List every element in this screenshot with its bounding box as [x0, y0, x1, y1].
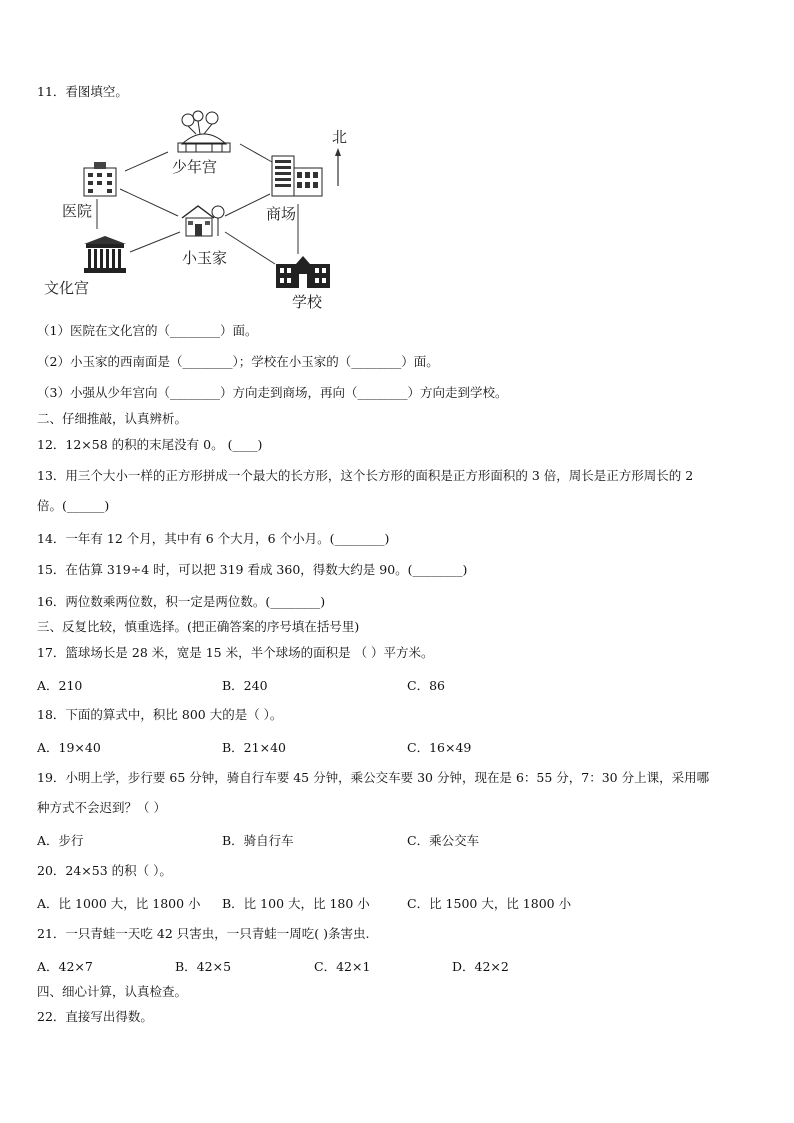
label-north: 北 [332, 128, 348, 146]
q21-option-a: A．42×7 [37, 959, 93, 974]
label-culture-palace: 文化宫 [44, 279, 90, 297]
label-hospital: 医院 [62, 202, 93, 220]
q18-option-c: C．16×49 [407, 740, 472, 755]
q11-sub3: （3）小强从少年宫向（________）方向走到商场，再向（________）方向走到学校。 [37, 385, 508, 400]
section-2-heading: 二、仔细推敲，认真辨析。 [37, 411, 188, 426]
q20-stem: 20．24×53 的积（ ）。 [37, 863, 172, 878]
label-xiaoyu-home: 小玉家 [182, 249, 228, 267]
q19-option-c: C．乘公交车 [407, 833, 480, 848]
q20-option-c: C．比 1500 大，比 1800 小 [407, 896, 572, 911]
q21-option-c: C．42×1 [314, 959, 371, 974]
q16: 16．两位数乘两位数，积一定是两位数。(________) [37, 594, 326, 609]
section-4-heading: 四、细心计算，认真检查。 [37, 984, 188, 999]
q21-option-d: D．42×2 [452, 959, 509, 974]
q18-option-b: B．21×40 [222, 740, 286, 755]
q11-title: 11．看图填空。 [37, 84, 128, 99]
direction-map [40, 104, 370, 312]
school-icon [274, 254, 332, 290]
q21-option-b: B．42×5 [175, 959, 232, 974]
section-3-heading: 三、反复比较，慎重选择。(把正确答案的序号填在括号里) [37, 619, 360, 634]
q15: 15．在估算 319÷4 时，可以把 319 看成 360，得数大约是 90。(________) [37, 562, 468, 577]
q20-option-b: B．比 100 大，比 180 小 [222, 896, 370, 911]
q18-stem: 18．下面的算式中，积比 800 大的是（ ）。 [37, 707, 283, 722]
youth-palace-icon [168, 110, 240, 154]
q17-option-a: A．210 [37, 678, 83, 693]
hospital-icon [80, 160, 120, 198]
q17-option-c: C．86 [407, 678, 445, 693]
q17-option-b: B．240 [222, 678, 268, 693]
q14: 14．一年有 12 个月，其中有 6 个大月，6 个小月。(________) [37, 531, 390, 546]
q13-line1: 13．用三个大小一样的正方形拼成一个最大的长方形，这个长方形的面积是正方形面积的 3 倍，周长是正方形周长的 2 [37, 468, 694, 483]
q18-option-a: A．19×40 [37, 740, 101, 755]
q19-stem-line2: 种方式不会迟到？（ ） [37, 800, 166, 815]
q13-line2: 倍。(______) [37, 498, 110, 513]
q20-option-a: A．比 1000 大，比 1800 小 [37, 896, 201, 911]
culture-palace-icon [82, 234, 128, 274]
q19-option-a: A．步行 [37, 833, 84, 848]
house-icon [178, 200, 226, 238]
mall-icon [268, 152, 326, 198]
q21-stem: 21．一只青蛙一天吃 42 只害虫，一只青蛙一周吃( )条害虫. [37, 926, 370, 941]
q11-sub2: （2）小玉家的西南面是（________）；学校在小玉家的（________）面。 [37, 354, 439, 369]
q22: 22．直接写出得数。 [37, 1009, 153, 1024]
label-school: 学校 [292, 293, 323, 311]
label-mall: 商场 [266, 205, 297, 223]
q19-stem-line1: 19．小明上学，步行要 65 分钟，骑自行车要 45 分钟，乘公交车要 30 分钟，现在是 6：55 分，7：30 分上课，采用哪 [37, 770, 710, 785]
q12: 12．12×58 的积的末尾没有 0。 (____) [37, 437, 263, 452]
q11-sub1: （1）医院在文化宫的（________）面。 [37, 323, 258, 338]
q19-option-b: B．骑自行车 [222, 833, 294, 848]
q17-stem: 17．篮球场长是 28 米，宽是 15 米，半个球场的面积是 （ ）平方米。 [37, 645, 434, 660]
label-youth-palace: 少年宫 [172, 158, 218, 176]
